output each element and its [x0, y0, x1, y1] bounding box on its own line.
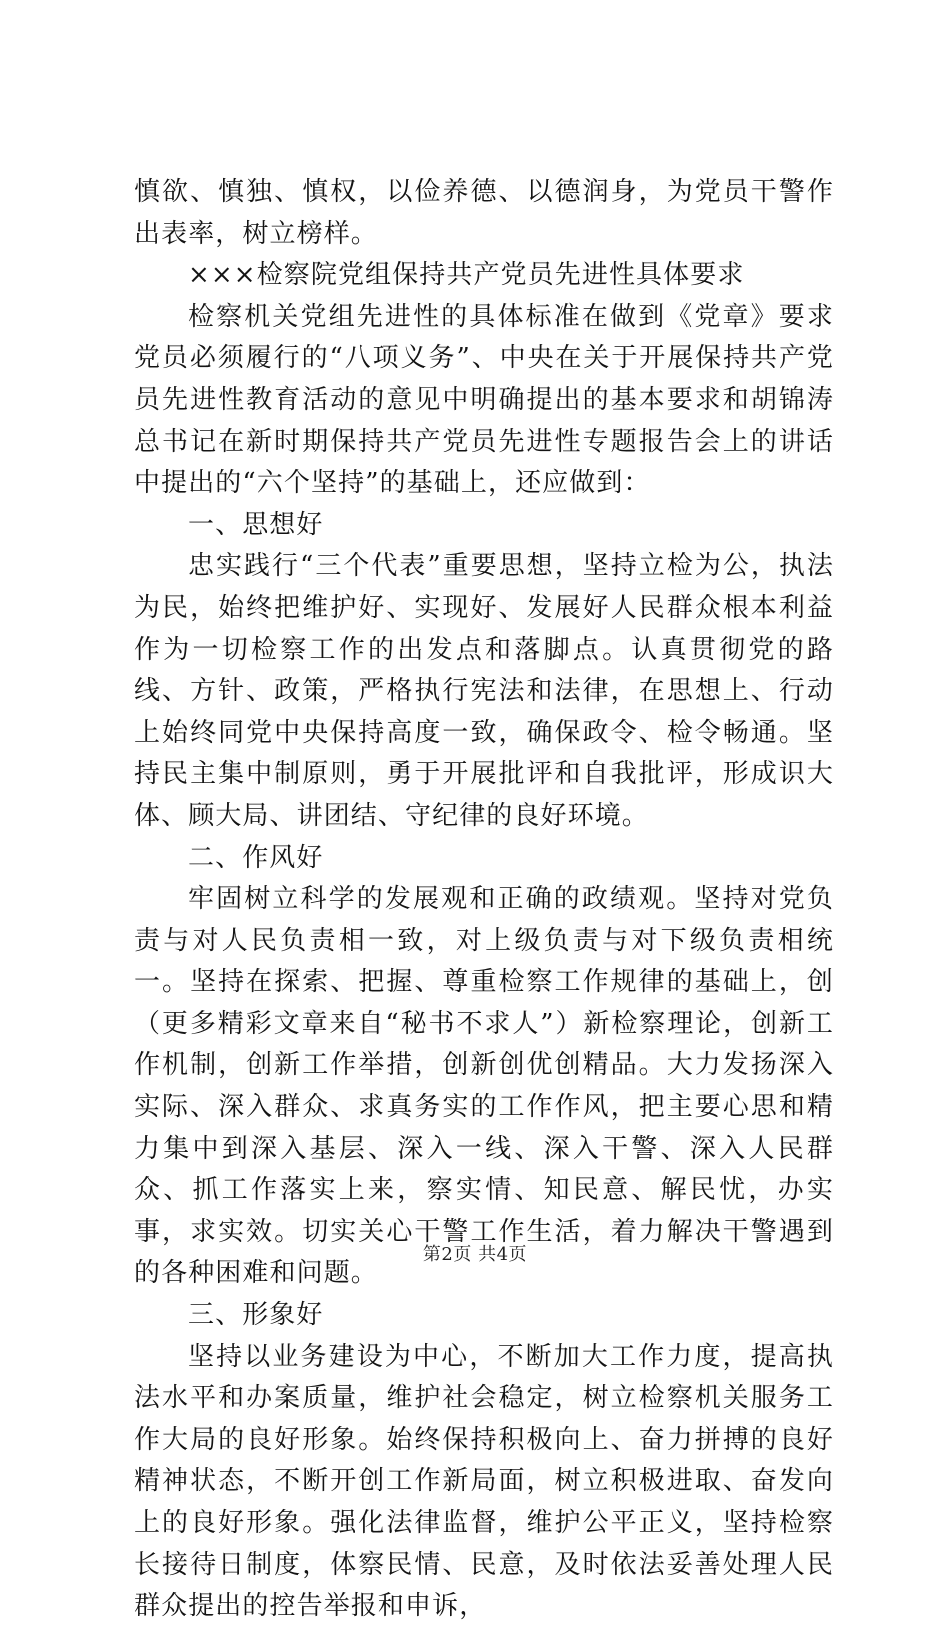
- section-heading: 一、思想好: [188, 509, 324, 540]
- paragraph: 牢固树立科学的发展观和正确的政绩观。坚持对党负责与对人民负责相一致，对上级负责与对下级负责相统一。坚持在探索、把握、尊重检察工作规律的基础上，创（更多精彩文章来自“秘书不求人”）新检察理论，创新工作机制，创新工作举措，创新创优创精品。大力发扬深入实际、深入群众、求真务实的工作作风，把主要心思和精力集中到深入基层、深入一线、深入干警、深入人民群众、抓工作落实上来，察实情、知民意、解民忧，办实事，求实效。切实关心干警工作生活，着力解决干警遇到的各种困难和问题。: [134, 884, 834, 1289]
- paragraph: 坚持以业务建设为中心，不断加大工作力度，提高执法水平和办案质量，维护社会稳定，树立检察机关服务工作大局的良好形象。始终保持积极向上、奋力拼搏的良好精神状态，不断开创工作新局面，树立积极进取、奋发向上的良好形象。强化法律监督，维护公平正义，坚持检察长接待日制度，体察民情、民意，及时依法妥善处理人民群众提出的控告举报和申诉，: [134, 1341, 834, 1622]
- section-heading: 三、形象好: [188, 1300, 324, 1331]
- section-heading: 二、作风好: [188, 842, 324, 873]
- paragraph: 检察机关党组先进性的具体标准在做到《党章》要求党员必须履行的“八项义务”、中央在关于开展保持共产党员先进性教育活动的意见中明确提出的基本要求和胡锦涛总书记在新时期保持共产党员先进性专题报告会上的讲话中提出的“六个坚持”的基础上，还应做到：: [134, 301, 834, 499]
- paragraph-continued: 慎欲、慎独、慎权，以俭养德、以德润身，为党员干警作出表率，树立榜样。: [134, 177, 834, 249]
- page-number-footer: 第2页 共4页: [422, 1244, 528, 1265]
- document-body: [134, 172, 834, 1628]
- paragraph: 忠实践行“三个代表”重要思想，坚持立检为公，执法为民，始终把维护好、实现好、发展好人民群众根本利益作为一切检察工作的出发点和落脚点。认真贯彻党的路线、方针、政策，严格执行宪法和法律，在思想上、行动上始终同党中央保持高度一致，确保政令、检令畅通。坚持民主集中制原则，勇于开展批评和自我批评，形成识大体、顾大局、讲团结、守纪律的良好环境。: [134, 551, 834, 831]
- section-heading: ×××检察院党组保持共产党员先进性具体要求: [188, 260, 745, 291]
